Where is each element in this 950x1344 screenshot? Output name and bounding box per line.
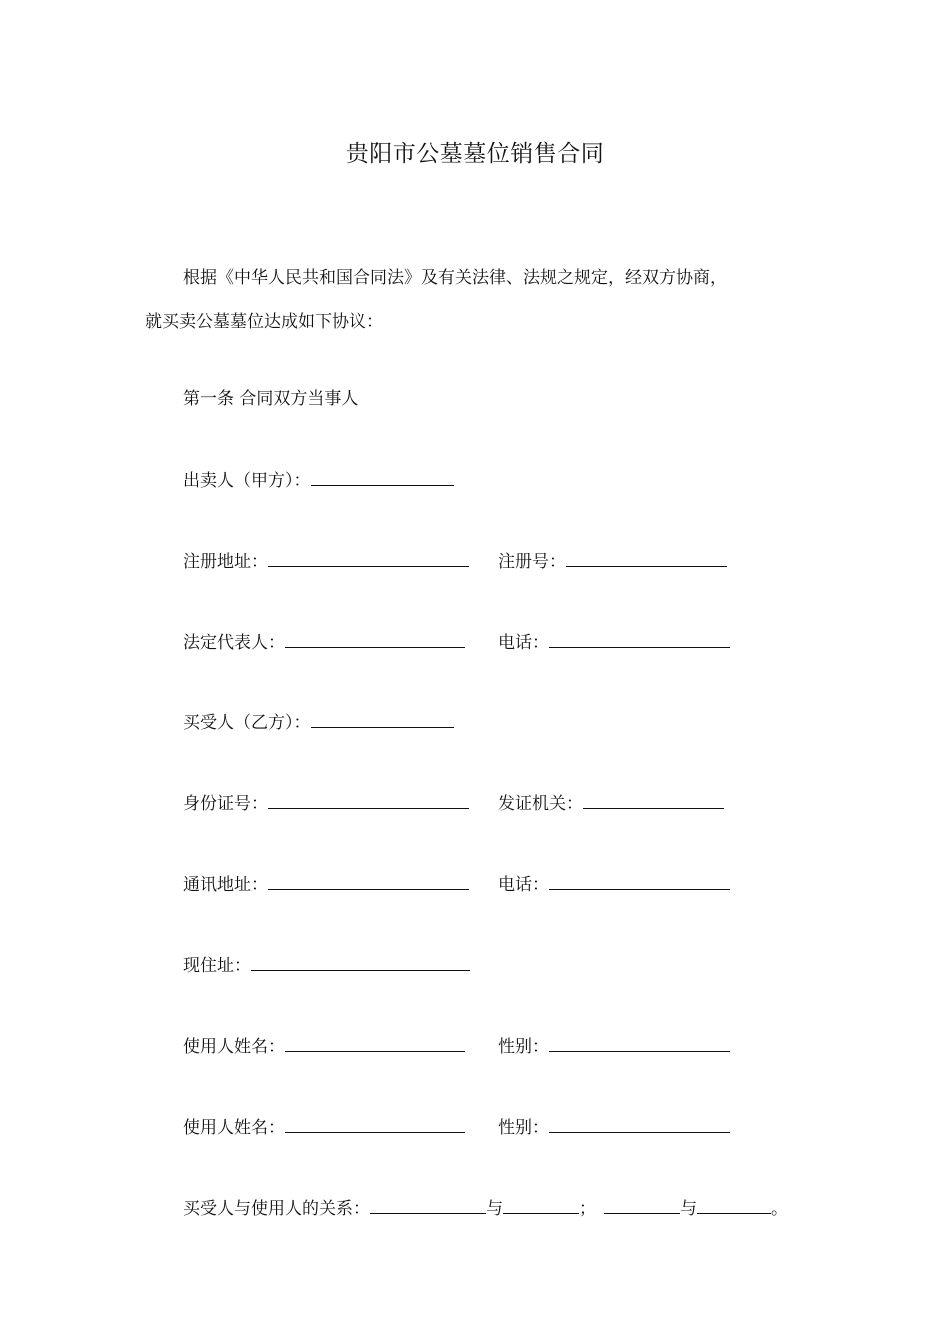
id-no-blank[interactable] [268,790,469,809]
intro-line-2: 就买卖公墓墓位达成如下协议： [145,312,383,332]
user2-name-row [183,1114,465,1140]
gender2-row [498,1114,730,1140]
legal-rep-blank[interactable] [285,629,465,648]
user1-name-row [183,1033,465,1059]
buyer-row [183,709,454,735]
comm-address-row [183,871,469,897]
gender2-label: 性别： [498,1118,549,1138]
buyer-blank[interactable] [311,709,454,728]
id-no-row [183,790,469,816]
relation-blank-3[interactable] [604,1195,680,1214]
relation-blank-1[interactable] [370,1195,486,1214]
relation-end: 。 [771,1199,788,1219]
relation-row [183,1195,788,1221]
relation-label: 买受人与使用人的关系： [183,1199,370,1219]
comm-address-blank[interactable] [268,871,469,890]
issuer-label: 发证机关： [498,794,583,814]
seller-row [183,467,454,493]
phone2-blank[interactable] [549,871,730,890]
legal-rep-row [183,629,465,655]
current-address-label: 现住址： [183,956,251,976]
phone2-row [498,871,730,897]
comm-address-label: 通讯地址： [183,875,268,895]
reg-address-label: 注册地址： [183,552,268,572]
article-1-heading: 第一条 合同双方当事人 [183,389,359,409]
gender1-label: 性别： [498,1037,549,1057]
user2-name-label: 使用人姓名： [183,1118,285,1138]
reg-no-label: 注册号： [498,552,566,572]
issuer-blank[interactable] [583,790,724,809]
current-address-blank[interactable] [251,952,470,971]
seller-label: 出卖人（甲方）： [183,471,311,491]
legal-rep-label: 法定代表人： [183,633,285,653]
phone2-label: 电话： [498,875,549,895]
user2-name-blank[interactable] [285,1114,465,1133]
relation-blank-2[interactable] [503,1195,579,1214]
phone-label: 电话： [498,633,549,653]
intro-line-1: 根据《中华人民共和国合同法》及有关法律、法规之规定，经双方协商， [183,268,727,288]
reg-no-blank[interactable] [566,548,727,567]
user1-name-blank[interactable] [285,1033,465,1052]
gender1-blank[interactable] [549,1033,730,1052]
issuer-row [498,790,724,816]
gender2-blank[interactable] [549,1114,730,1133]
relation-with-2: 与 [680,1199,697,1219]
buyer-label: 买受人（乙方）： [183,713,311,733]
seller-blank[interactable] [311,467,454,486]
gender1-row [498,1033,730,1059]
reg-address-blank[interactable] [268,548,469,567]
phone-row [498,629,730,655]
contract-title: 贵阳市公墓墓位销售合同 [345,141,605,167]
relation-blank-4[interactable] [697,1195,771,1214]
relation-separator: ； [579,1199,596,1219]
id-no-label: 身份证号： [183,794,268,814]
reg-no-row [498,548,727,574]
current-address-row [183,952,470,978]
user1-name-label: 使用人姓名： [183,1037,285,1057]
phone-blank[interactable] [549,629,730,648]
reg-address-row [183,548,469,574]
relation-with-1: 与 [486,1199,503,1219]
